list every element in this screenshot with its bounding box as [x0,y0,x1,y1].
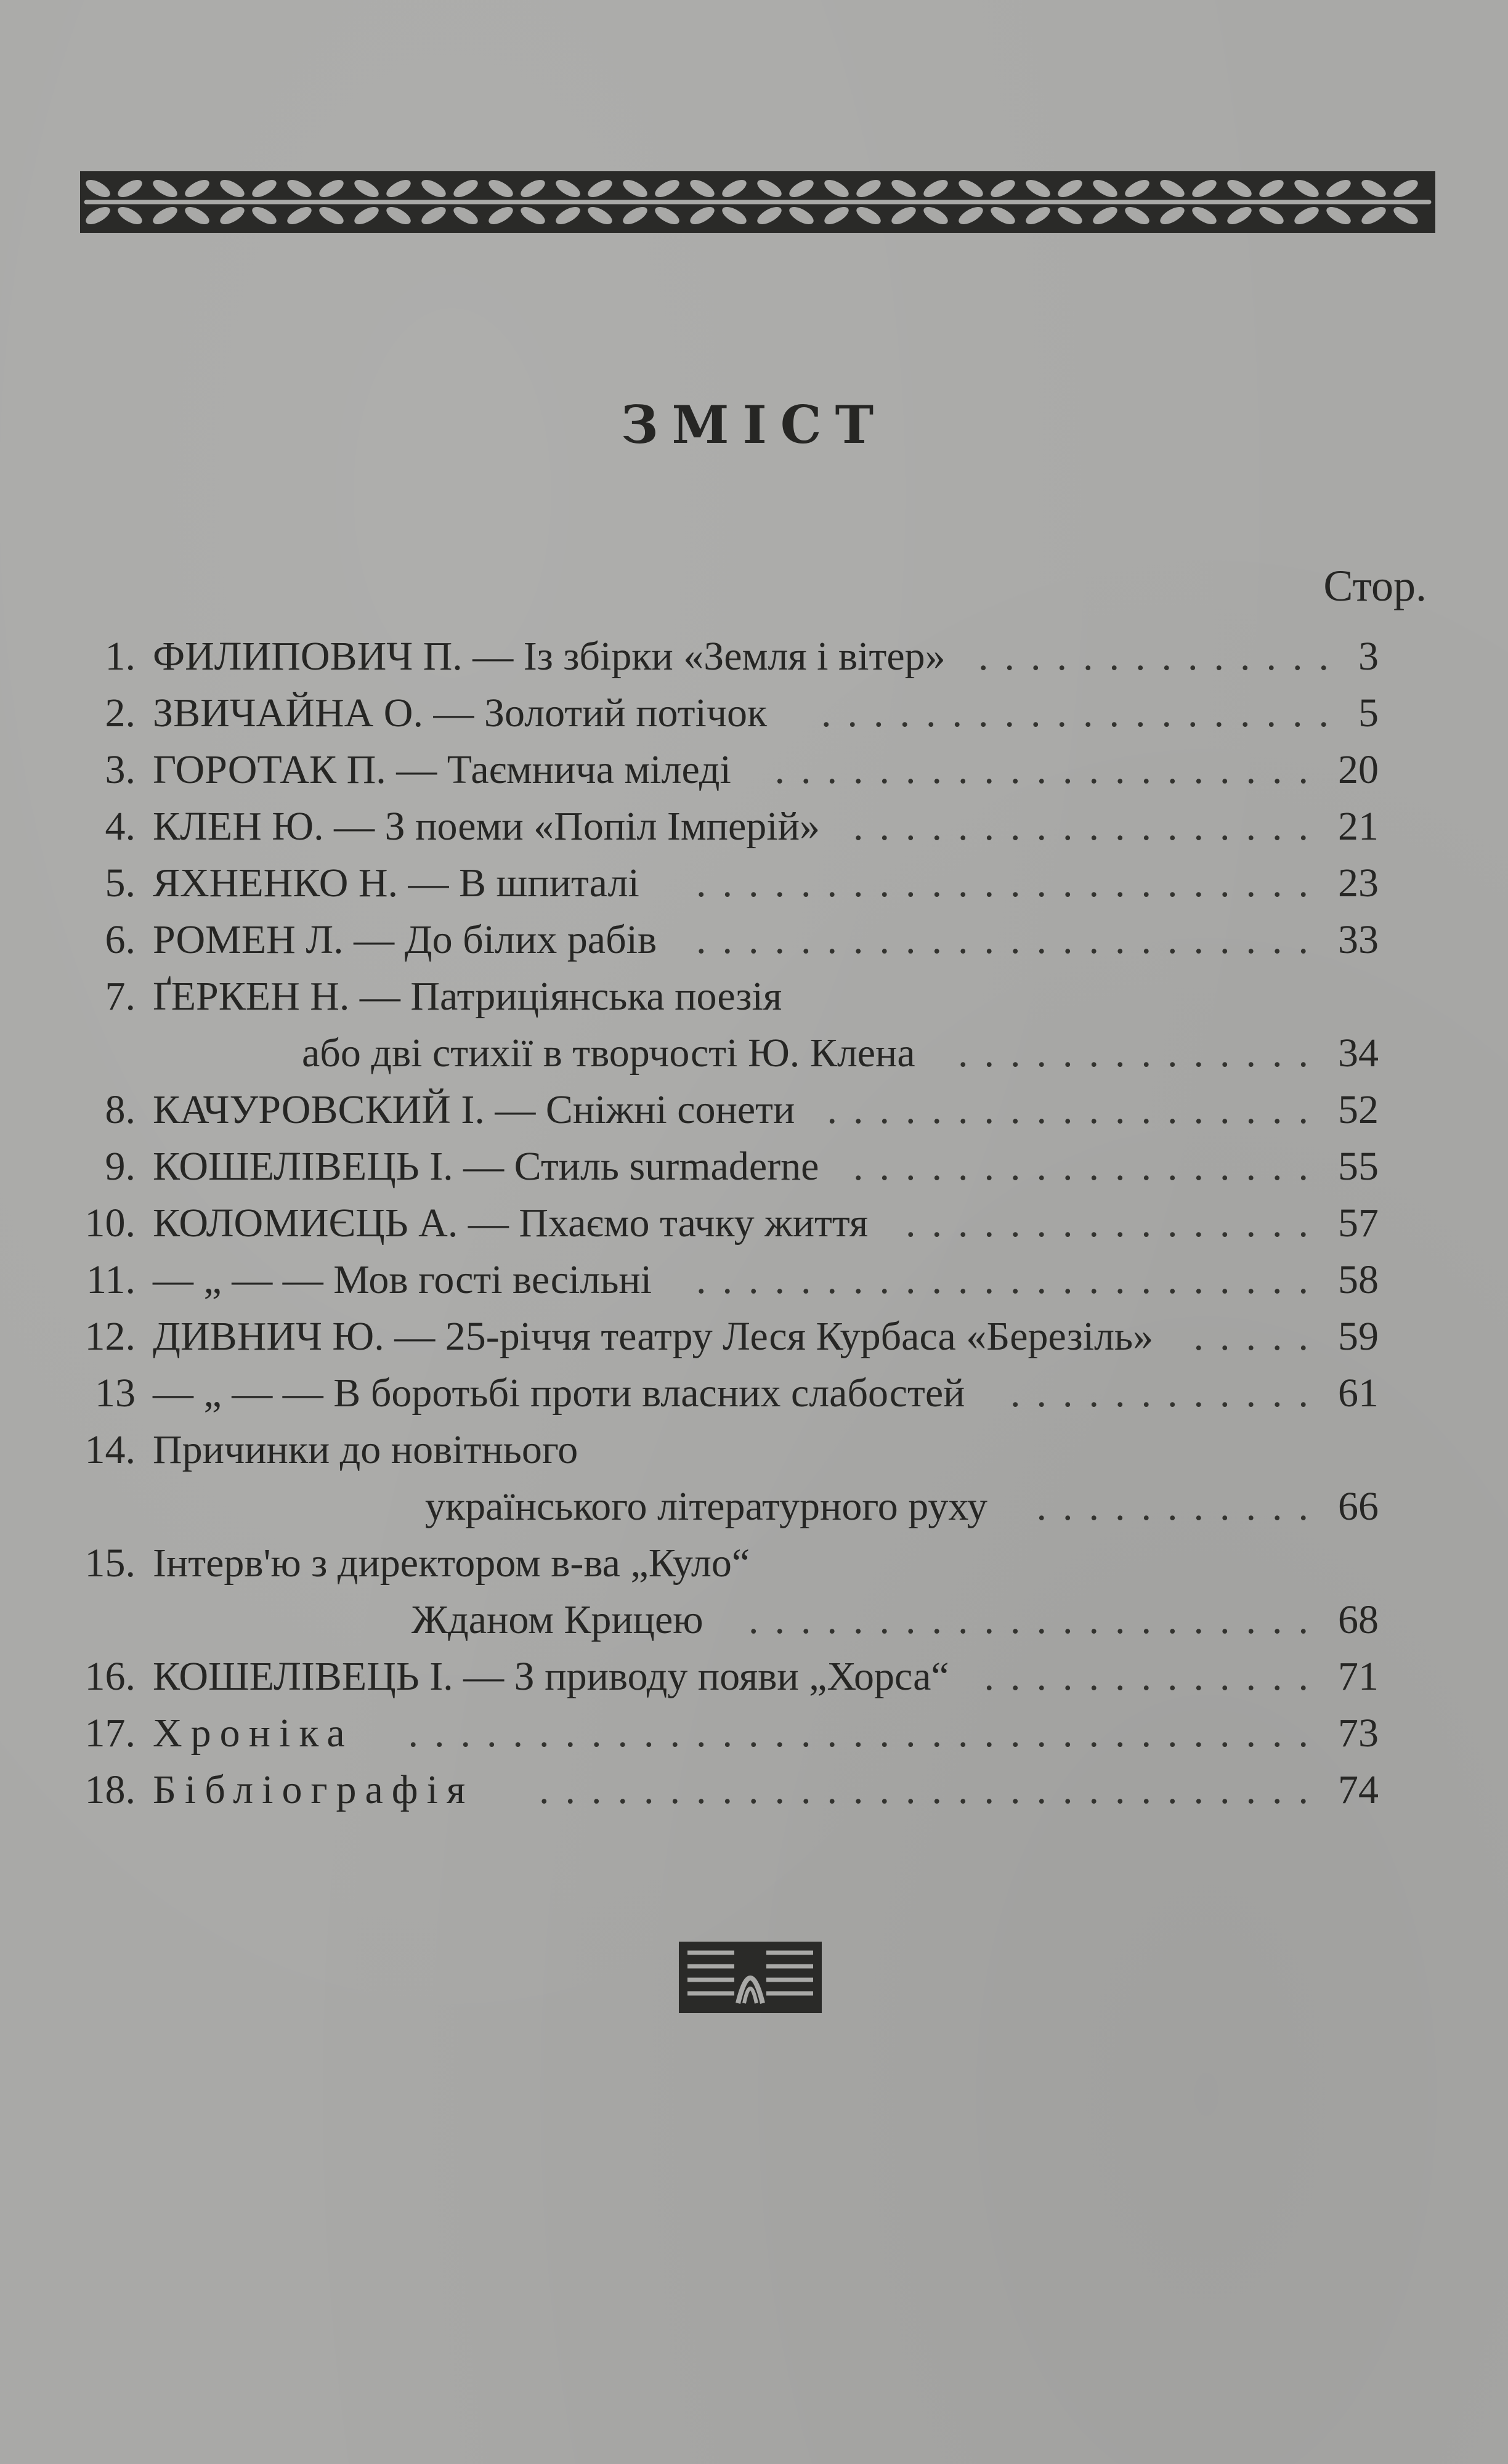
toc-entry-page: 66 [1338,1484,1379,1529]
toc-entry-title: КАЧУРОВСКИЙ І. — Сніжні сонети [153,1087,795,1132]
toc-dot-leader: .................. [853,1144,1324,1189]
toc-entry-title: Бібліографія [153,1767,474,1812]
toc-entry-title: Причинки до новітнього [153,1427,578,1472]
toc-entry-page: 55 [1338,1144,1379,1189]
toc-entry-title: КОШЕЛІВЕЦЬ І. — З приводу появи „Хорса“ [153,1654,949,1699]
toc-entry-number: 1. [105,634,136,679]
toc-entry-title: ҐЕРКЕН Н. — Патриціянська поезія [153,974,782,1019]
toc-entry-title: ДИВНИЧ Ю. — 25-річчя театру Леся Курбаса «Березіль» [153,1314,1154,1359]
toc-entry-title: РОМЕН Л. — До білих рабів [153,917,657,962]
toc-entry [0,742,1508,798]
toc-entry-title: — „ — — В боротьбі проти власних слабостей [153,1371,965,1416]
toc-entry-title: ЯХНЕНКО Н. — В шпиталі [153,861,639,906]
toc-entry-number: 8. [105,1087,136,1132]
toc-entry [0,1648,1508,1705]
toc-entry [0,1705,1508,1762]
toc-entry-page: 61 [1338,1371,1379,1416]
table-of-contents [0,628,1508,1818]
toc-entry-continuation [0,1592,1508,1648]
toc-entry-number: 12. [84,1314,136,1359]
toc-entry-title: ФИЛИПОВИЧ П. — Із збірки «Земля і вітер» [153,634,946,679]
toc-entry-page: 71 [1338,1654,1379,1699]
toc-entry-page: 58 [1338,1257,1379,1302]
open-book-icon [679,1939,822,2016]
toc-dot-leader: ............. [984,1654,1324,1699]
toc-entry-page: 20 [1338,747,1379,792]
page-column-header: Стор. [1323,561,1427,610]
toc-dot-leader: .............. [978,634,1345,679]
toc-entry-continuation [0,1025,1508,1082]
toc-entry-title: Інтерв'ю з директором в-ва „Куло“ [153,1541,750,1586]
toc-entry-page: 21 [1338,804,1379,849]
toc-entry [0,1195,1508,1252]
toc-entry-title: КОШЕЛІВЕЦЬ І. — Стиль surmaderne [153,1144,819,1189]
toc-entry-number: 17. [84,1711,136,1756]
toc-entry-page: 23 [1338,861,1379,906]
toc-dot-leader: ................... [827,1087,1324,1132]
toc-entry [0,855,1508,912]
toc-entry [0,968,1508,1025]
toc-entry [0,1365,1508,1422]
toc-dot-leader: ................................... [408,1711,1324,1756]
toc-entry-number: 16. [84,1654,136,1699]
toc-entry-title-continued: українського літературного руху [425,1484,987,1529]
toc-entry-page: 52 [1338,1087,1379,1132]
toc-entry [0,685,1508,742]
toc-dot-leader: ........................ [696,861,1324,906]
toc-entry-title: Хроніка [153,1711,354,1756]
toc-entry-number: 2. [105,691,136,736]
toc-dot-leader: .............................. [539,1767,1324,1812]
toc-entry [0,628,1508,685]
toc-entry-title-continued: або дві стихії в творчості Ю. Клена [302,1031,915,1076]
toc-entry-number: 13 [95,1371,136,1416]
toc-dot-leader: ........................ [696,1257,1324,1302]
toc-entry-number: 11. [86,1257,136,1302]
toc-entry-number: 18. [84,1767,136,1812]
toc-entry [0,1762,1508,1818]
toc-entry-number: 10. [84,1201,136,1246]
toc-dot-leader: ................ [906,1201,1324,1246]
toc-dot-leader: ........................ [696,917,1324,962]
toc-entry-number: 5. [105,861,136,906]
toc-dot-leader: .................... [821,691,1345,736]
toc-entry [0,1308,1508,1365]
toc-entry-title: КЛЕН Ю. — З поеми «Попіл Імперій» [153,804,820,849]
toc-entry [0,1422,1508,1478]
toc-entry-number: 3. [105,747,136,792]
toc-entry [0,1252,1508,1308]
toc-entry [0,912,1508,968]
toc-entry-continuation [0,1478,1508,1535]
toc-entry-title-continued: Жданом Крицею [411,1597,703,1642]
toc-entry-number: 15. [84,1541,136,1586]
toc-entry [0,1535,1508,1592]
toc-entry-number: 4. [105,804,136,849]
toc-entry-page: 68 [1338,1597,1379,1642]
toc-entry-page: 33 [1338,917,1379,962]
toc-entry-page: 34 [1338,1031,1379,1076]
toc-entry-page: 5 [1358,691,1379,736]
toc-entry-number: 9. [105,1144,136,1189]
toc-entry-number: 7. [105,974,136,1019]
toc-entry-page: 57 [1338,1201,1379,1246]
toc-dot-leader: ...................... [748,1597,1324,1642]
toc-entry-title: КОЛОМИЄЦЬ А. — Пхаємо тачку життя [153,1201,869,1246]
toc-entry [0,1138,1508,1195]
toc-dot-leader: .................. [853,804,1324,849]
toc-entry-number: 6. [105,917,136,962]
toc-entry-number: 14. [84,1427,136,1472]
toc-entry-page: 74 [1338,1767,1379,1812]
toc-entry-title: — „ — — Мов гості весільні [153,1257,652,1302]
toc-entry [0,798,1508,855]
toc-dot-leader: ..................... [774,747,1324,792]
page-title: ЗМІСТ [620,394,888,455]
toc-entry [0,1082,1508,1138]
toc-dot-leader: ..... [1193,1314,1324,1359]
toc-dot-leader: .............. [958,1031,1324,1076]
toc-entry-page: 59 [1338,1314,1379,1359]
leaf-ornament-band-icon [80,171,1435,233]
toc-entry-page: 73 [1338,1711,1379,1756]
toc-dot-leader: ........... [1036,1484,1324,1529]
toc-dot-leader: ............ [1010,1371,1324,1416]
toc-entry-title: ЗВИЧАЙНА О. — Золотий потічок [153,691,768,736]
toc-entry-title: ГОРОТАК П. — Таємнича міледі [153,747,731,792]
toc-entry-page: 3 [1358,634,1379,679]
